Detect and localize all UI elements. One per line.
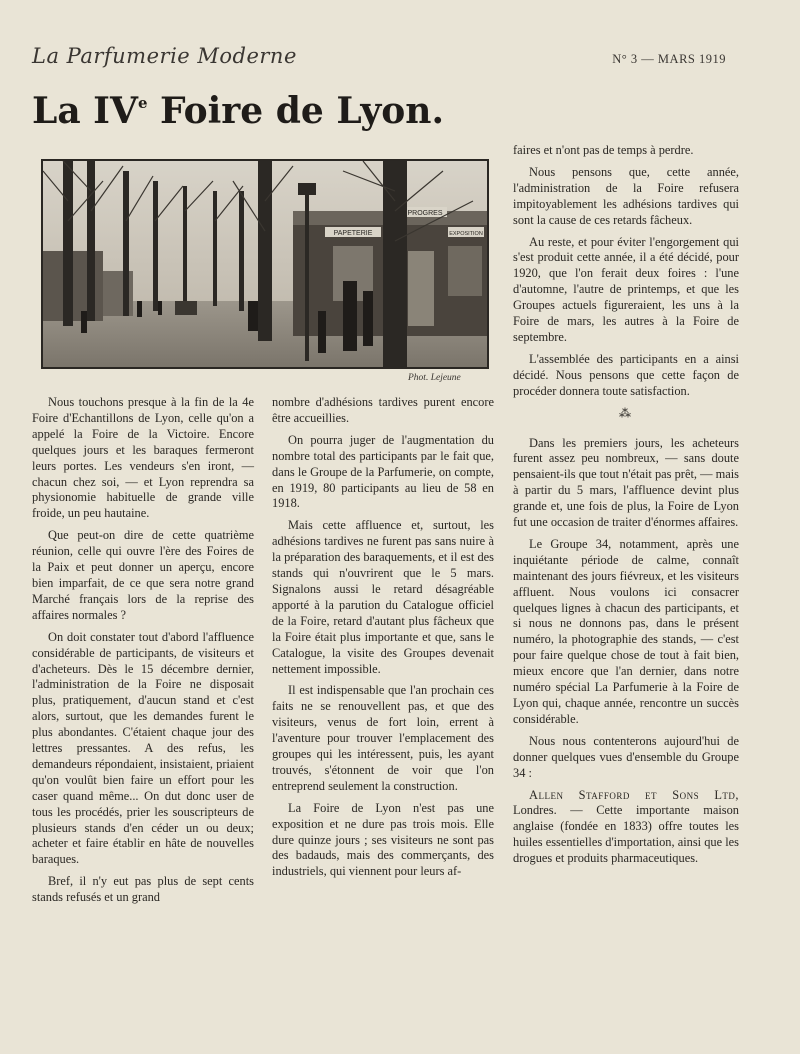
paragraph: faires et n'ont pas de temps à perdre. [513, 143, 694, 157]
fair-street-photo [41, 159, 489, 369]
section-separator: ⁂ [619, 405, 633, 420]
paragraph: Nous nous contenterons aujourd'hui de donner quelques vues d'ensemble du Groupe 34 : [513, 733, 739, 780]
column-1 [32, 395, 254, 912]
paragraph: Dans les premiers jours, les acheteurs furent assez peu nombreux, — sans doute pensaient-ils que tout n'était pas prêt, — mais à partir du 5 mars, l'affluence devint plus grande et, une fois de plus, la Foire de Lyon fut une occasion de traiter d'énormes affaires. [513, 435, 739, 530]
issue-number-date: N° 3 — MARS 1919 [612, 52, 726, 66]
photo-sign-left: PAPETERIE [333, 230, 373, 237]
paragraph: Mais cette affluence et, surtout, les adhésions tardives ne furent pas sans nuire à la préparation des baraquements, et il est des stands qui n'ouvrirent que le 5 mars. Signalons aussi le retard désagréable apporté à la parution du Catalogue officiel de la Foire, retard d'autant plus fâcheux que la Foire était plus importante et que, sans le Catalogue, la visite des Groupes devenait nettement impossible. [272, 518, 494, 676]
photo-sign-top: PROGRES [407, 210, 443, 217]
photo-credit: Phot. Lejeune [408, 373, 461, 383]
column-3 [513, 143, 739, 873]
paragraph: nombre d'adhésions tardives purent encore être accueillies. [272, 395, 494, 425]
paragraph: Bref, il n'y eut pas plus de sept cents stands refusés et un grand [32, 874, 254, 905]
column-2 [272, 395, 494, 886]
title-superscript: e [137, 94, 148, 112]
photo-sign-right: EXPOSITION [449, 231, 483, 237]
article-title [32, 90, 444, 132]
company-entry [513, 788, 739, 868]
paragraph: On pourra juger de l'augmentation du nombre total des participants par le fait que, dans le Groupe de la Parfumerie, on compte, en 1919, 80 participants au lieu de 58 en 1918. [272, 432, 494, 511]
paragraph: Au reste, et pour éviter l'engorgement qui s'est produit cette année, il a été décidé, pour 1920, que l'on ferait deux foires : l'une d'automne, l'autre de printemps, et que les Groupes actuels figureraient, les uns à la Foire de mars, les autres à la Foire de septembre. [513, 234, 739, 344]
paragraph: L'assemblée des participants en a ainsi décidé. Nous pensons que cette façon de procéder donnera toute satisfaction. [513, 351, 739, 398]
title-part-rest: Foire de Lyon. [147, 90, 444, 132]
company-name: Allen Stafford et Sons Ltd, [529, 787, 739, 802]
title-part-main: La IV [32, 90, 138, 132]
company-description: Londres. — Cette importante maison anglaise (fondée en 1833) offre toutes les huiles essentielles d'importation, ainsi que les drogues et produits pharmaceutiques. [513, 803, 739, 866]
masthead: La Parfumerie Moderne [32, 44, 297, 68]
paragraph: Nous touchons presque à la fin de la 4e Foire d'Echantillons de Lyon, celle qu'on a appelé la Foire de la Victoire. Encore quelques jours et les baraques fermeront leurs portes. Les vendeurs s'en iront, — chacun chez soi, — et Lyon reprendra sa physionomie habituelle de grande ville froide, un peu hautaine. [32, 395, 254, 521]
paragraph: Nous pensons que, cette année, l'administration de la Foire refusera impitoyablement les adhésions tardives qui sont la cause de ces retards fâcheux. [513, 164, 739, 227]
paragraph: Le Groupe 34, notamment, après une inquiétante période de calme, connaît maintenant des jours fiévreux, et les visiteurs affluent. Nous voulons ici consacrer quelques lignes à chacun des participants, et si nous ne donnons pas, dans le présent numéro, la photographie des stands, — c'est pour faire quelque chose de tout à fait bien, mieux encore que l'an dernier, dans notre numéro spécial La Parfumerie à la Foire de Lyon qui, chaque année, rencontre un succès considérable. [513, 536, 739, 726]
paragraph: Il est indispensable que l'an prochain ces faits ne se renouvellent pas, et que des visiteurs, venus de fort loin, errent à l'aventure pour trouver l'emplacement des groupes qui les intéressent, puis, les ayant trouvés, s'étonnent de voir que l'on entreprend seulement la construction. [272, 683, 494, 793]
paragraph: Que peut-on dire de cette quatrième réunion, celle qui ouvre l'ère des Foires de la Paix et peut donner un aperçu, encore bien imparfait, de ce que sera notre grand Marché français lors de la reprise des affaires normales ? [32, 528, 254, 622]
paragraph: On doit constater tout d'abord l'affluence considérable de participants, de visiteurs et d'acheteurs. Dès le 15 décembre dernier, l'administration de la Foire ne disposait plus, pratiquement, d'aucun stand et c'est alors, surtout, que les demandes furent le plus abondantes. C'étaient chaque jour des lettres pressantes. A des refus, les demandeurs répondaient, insistaient, priaient qu'on voulût bien faire un effort pour les caser quand même... On dut donc user de tous les procédés, prier les souscripteurs de plusieurs stands d'en céder un ou deux; acheter et faire établir en hâte de nouvelles baraques. [32, 629, 254, 867]
photo-illustration [43, 161, 487, 367]
paragraph: La Foire de Lyon n'est pas une exposition et ne dure pas trois mois. Elle dure quinze jours ; ses visiteurs ne sont pas des badauds, mais des commerçants, des industriels, qui viennent pour leurs af- [272, 800, 494, 879]
